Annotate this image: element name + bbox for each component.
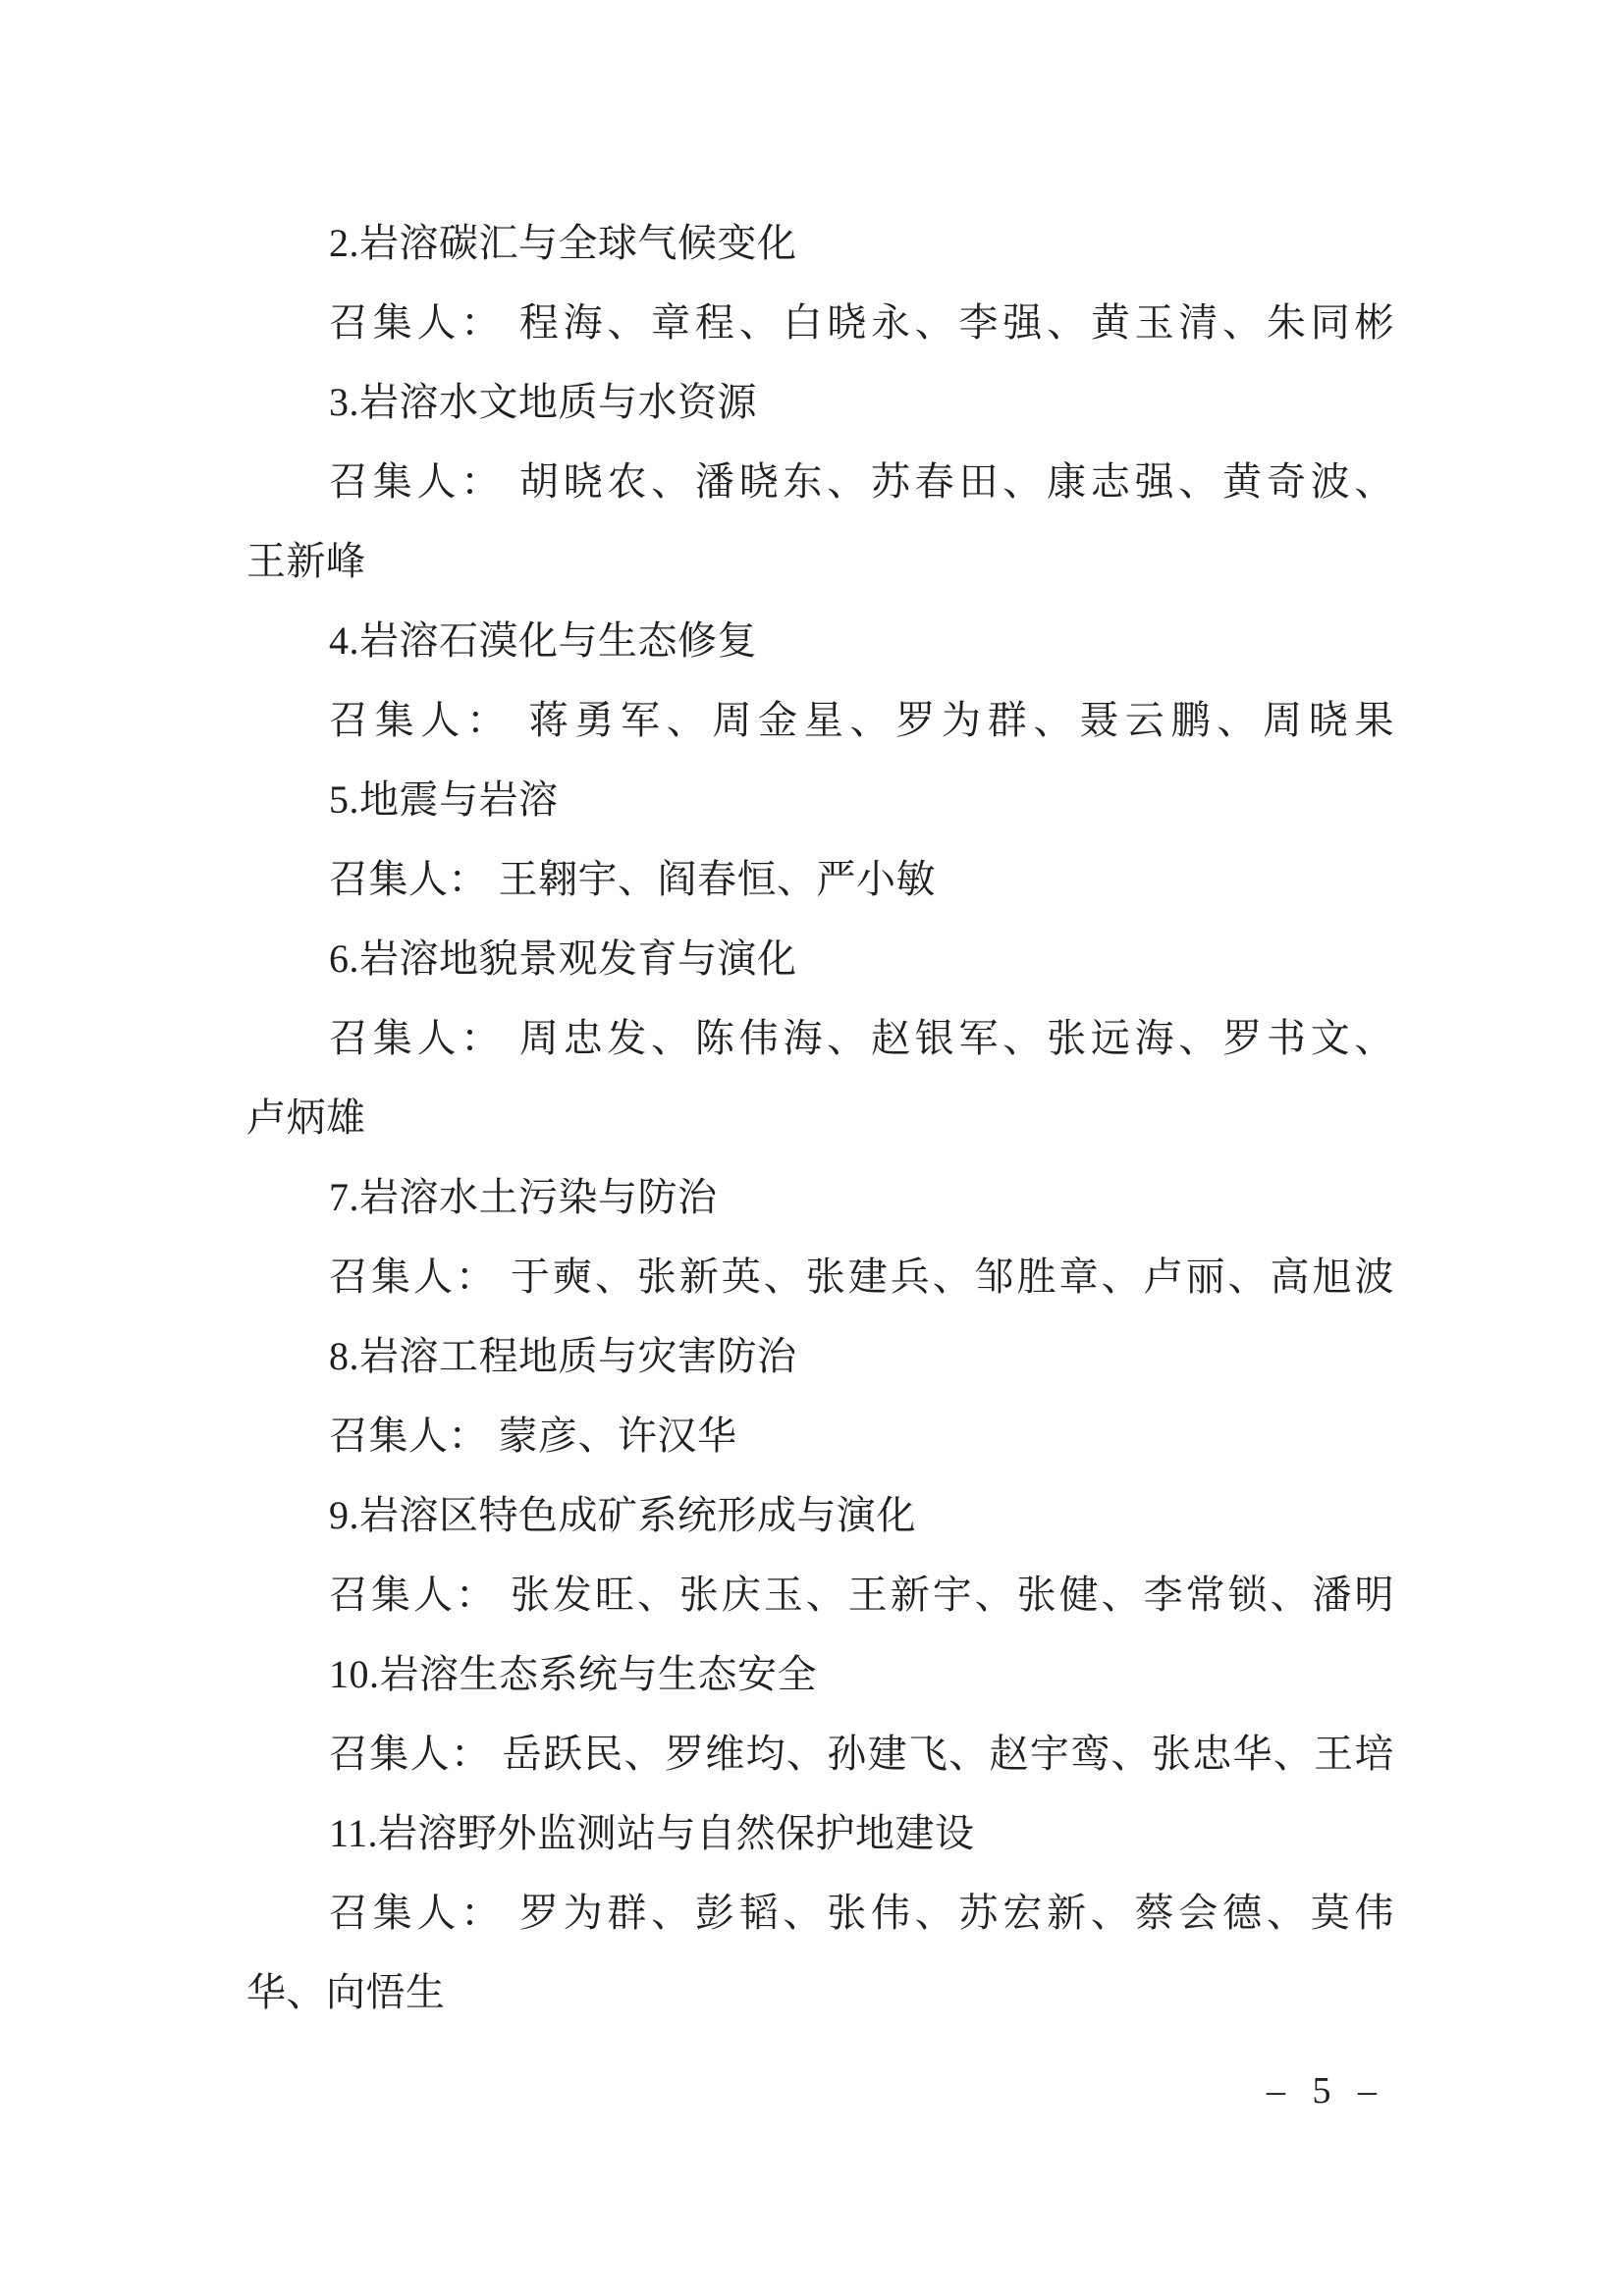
topic-line: 3.岩溶水文地质与水资源 — [329, 380, 757, 424]
topic-line: 2.岩溶碳汇与全球气候变化 — [329, 221, 797, 265]
page-number: – 5 – — [1267, 2070, 1385, 2111]
topic-line: 5.地震与岩溶 — [329, 777, 559, 822]
conveners-line: 召集人： 张发旺、张庆玉、王新宇、张健、李常锁、潘明 — [329, 1573, 1394, 1617]
conveners-line: 召集人： 蒋勇军、周金星、罗为群、聂云鹏、周晓果 — [329, 698, 1394, 742]
topic-line: 8.岩溶工程地质与灾害防治 — [329, 1334, 797, 1378]
topic-line: 6.岩溶地貌景观发育与演化 — [329, 936, 797, 981]
topic-line: 7.岩溶水土污染与防治 — [329, 1175, 718, 1219]
conveners-line: 召集人： 王翱宇、阎春恒、严小敏 — [329, 857, 936, 901]
topic-line: 11.岩溶野外监测站与自然保护地建设 — [329, 1811, 975, 1855]
conveners-line: 召集人： 蒙彦、许汉华 — [329, 1414, 737, 1458]
conveners-line: 召集人： 胡晓农、潘晓东、苏春田、康志强、黄奇波、 — [329, 459, 1394, 504]
conveners-line: 召集人： 程海、章程、白晓永、李强、黄玉清、朱同彬 — [329, 300, 1394, 345]
text-lines — [246, 203, 1394, 2032]
topic-line: 9.岩溶区特色成矿系统形成与演化 — [329, 1493, 916, 1537]
conveners-line: 召集人： 周忠发、陈伟海、赵银军、张远海、罗书文、 — [329, 1016, 1394, 1060]
conveners-line: 召集人： 岳跃民、罗维均、孙建飞、赵宇鸾、张忠华、王培 — [329, 1732, 1394, 1776]
continuation-line: 华、向悟生 — [246, 1970, 446, 2014]
continuation-line: 卢炳雄 — [246, 1095, 366, 1140]
topic-line: 10.岩溶生态系统与生态安全 — [329, 1652, 817, 1696]
conveners-line: 召集人： 于奭、张新英、张建兵、邹胜章、卢丽、高旭波 — [329, 1255, 1394, 1299]
conveners-line: 召集人： 罗为群、彭韬、张伟、苏宏新、蔡会德、莫伟 — [329, 1891, 1394, 1935]
topic-line: 4.岩溶石漠化与生态修复 — [329, 618, 757, 663]
continuation-line: 王新峰 — [246, 539, 366, 583]
